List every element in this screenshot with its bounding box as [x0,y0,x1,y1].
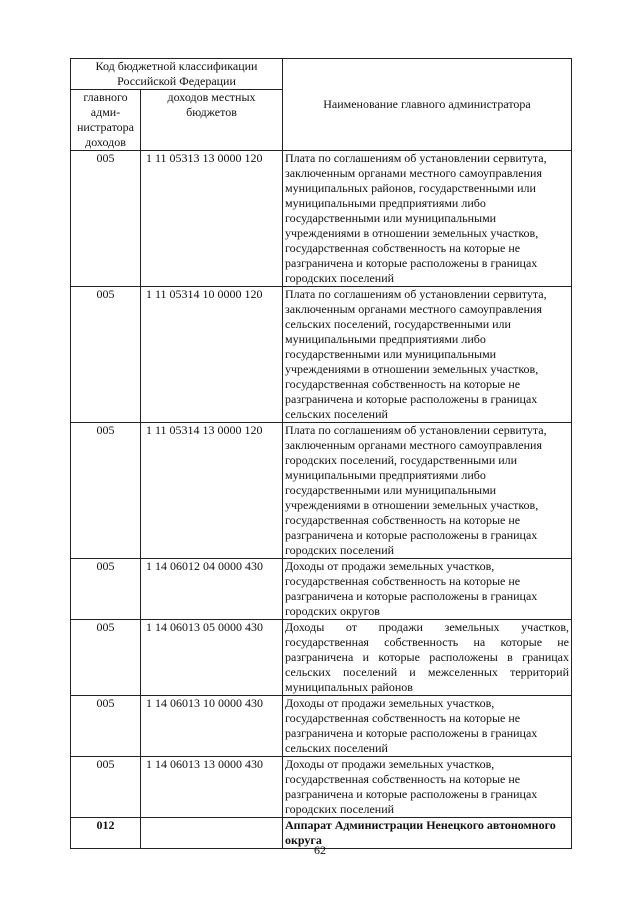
table-row [71,287,572,423]
table-row [71,620,572,696]
income-code-cell: 1 14 06013 10 0000 430 [141,696,283,757]
page-number: 62 [314,843,326,857]
income-code-cell: 1 14 06012 04 0000 430 [141,559,283,620]
table-row [71,696,572,757]
table-row [71,423,572,559]
administrator-name-cell: Плата по соглашениям об установлении сервитута, заключенным органами местного самоуправления сельских поселений, государственными или муниципальными предприятиями либо государственными или муниципальными учреждениями в отношении земельных участков, государственная собственность на которые не разграничена и которые расположены в границах сельских поселений [283,287,572,423]
administrator-name-cell: Доходы от продажи земельных участков, государственная собственность на которые не разграничена и которые расположены в границах городских поселений [283,757,572,818]
administrator-name-cell: Плата по соглашениям об установлении сервитута, заключенным органами местного самоуправления городских поселений, государственными или муниципальными предприятиями либо государственными или муниципальными учреждениями в отношении земельных участков, государственная собственность на которые не разграничена и которые расположены в границах городских поселений [283,423,572,559]
administrator-name-cell: Доходы от продажи земельных участков, государственная собственность на которые не разграничена и которые расположены в границах городских округов [283,559,572,620]
admin-code-cell: 005 [71,151,141,287]
income-code-cell: 1 11 05313 13 0000 120 [141,151,283,287]
income-code-cell: 1 14 06013 13 0000 430 [141,757,283,818]
admin-code-cell: 005 [71,696,141,757]
table-header-row [71,59,572,90]
header-name-cell: Наименование главного администратора [283,59,572,151]
table-row [71,757,572,818]
table-row [71,151,572,287]
budget-classification-table [70,58,572,849]
header-admin-code-cell: главного адми-нистратора доходов [71,90,141,151]
administrator-name-cell: Аппарат Администрации Ненецкого автономного округа [283,818,572,849]
administrator-name-cell: Плата по соглашениям об установлении сервитута, заключенным органами местного самоуправления муниципальных районов, государственными или муниципальными предприятиями либо государственными или муниципальными учреждениями в отношении земельных участков, государственная собственность на которые не разграничена и которые расположены в границах городских поселений [283,151,572,287]
income-code-cell: 1 11 05314 13 0000 120 [141,423,283,559]
admin-code-cell: 005 [71,620,141,696]
administrator-name-cell: Доходы от продажи земельных участков, государственная собственность на которые не разграничена и которые расположены в границах сельских поселений [283,696,572,757]
admin-code-cell: 005 [71,757,141,818]
header-income-code-cell: доходов местных бюджетов [141,90,283,151]
income-code-cell: 1 11 05314 10 0000 120 [141,287,283,423]
header-group-cell: Код бюджетной классификации Российской Федерации [71,59,283,90]
income-code-cell: 1 14 06013 05 0000 430 [141,620,283,696]
admin-code-cell: 012 [71,818,141,849]
admin-code-cell: 005 [71,423,141,559]
table-row [71,559,572,620]
admin-code-cell: 005 [71,559,141,620]
administrator-name-cell: Доходы от продажи земельных участков, государственная собственность на которые не разграничена и которые расположены в границах сельских поселений и межселенных территорий муниципальных районов [283,620,572,696]
admin-code-cell: 005 [71,287,141,423]
